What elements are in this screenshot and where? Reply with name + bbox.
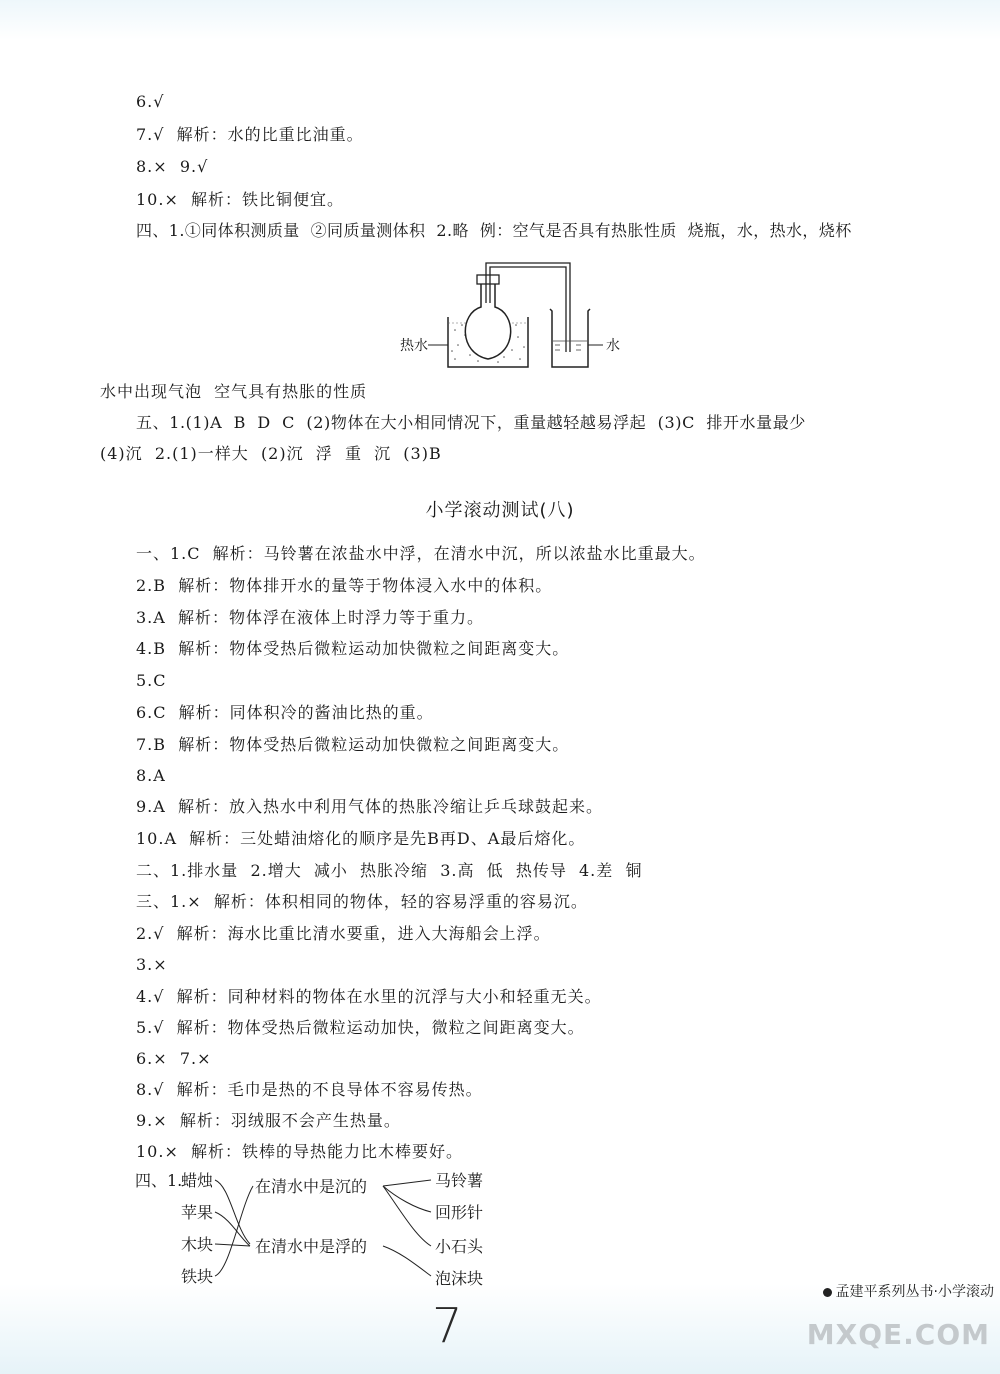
right-item: 小石头 (435, 1237, 484, 1256)
answer-line: 6.× 7.× (136, 1049, 212, 1068)
answer-line: 8.√ 解析：毛巾是热的不良导体不容易传热。 (136, 1080, 483, 1099)
experiment-diagram (400, 255, 640, 380)
answer-line: 10.A 解析：三处蜡油熔化的顺序是先B再D、A最后熔化。 (136, 829, 586, 848)
answer-line: 3.× (136, 955, 168, 974)
section-title: 小学滚动测试(八) (425, 500, 575, 521)
answer-line: 5.√ 解析：物体受热后微粒运动加快，微粒之间距离变大。 (136, 1018, 585, 1037)
answer-line: 9.A 解析：放入热水中利用气体的热胀冷缩让乒乓球鼓起来。 (136, 797, 603, 816)
answer-line: 2.B 解析：物体排开水的量等于物体浸入水中的体积。 (136, 576, 553, 595)
right-item: 回形针 (435, 1203, 484, 1222)
left-item: 木块 (181, 1235, 214, 1254)
answer-line: 三、1.× 解析：体积相同的物体，轻的容易浮重的容易沉。 (136, 892, 588, 911)
right-item: 马铃薯 (435, 1171, 484, 1190)
bullet-icon (823, 1288, 832, 1297)
answer-line: 6.C 解析：同体积冷的酱油比热的重。 (136, 703, 434, 722)
answer-line: 8.× 9.√ (136, 157, 209, 176)
left-item: 苹果 (181, 1203, 214, 1222)
answer-line: 水中出现气泡 空气具有热胀的性质 (100, 382, 368, 401)
top-band (0, 0, 1000, 40)
answer-line: 4.√ 解析：同种材料的物体在水里的沉浮与大小和轻重无关。 (136, 987, 602, 1006)
answer-line: 五、1.(1)A B D C (2)物体在大小相同情况下，重量越轻越易浮起 (3)C 排开水量最少 (136, 413, 806, 432)
series-name: 孟建平系列丛书·小学滚动 (835, 1284, 994, 1300)
water-label: 水 (606, 338, 620, 354)
answer-line: 10.× 解析：铁比铜便宜。 (136, 190, 345, 209)
answer-line: 6.√ (136, 92, 165, 111)
answer-line: 10.× 解析：铁棒的导热能力比木棒要好。 (136, 1142, 464, 1161)
right-item: 泡沫块 (435, 1269, 484, 1288)
answer-line: 4.B 解析：物体受热后微粒运动加快微粒之间距离变大。 (136, 639, 570, 658)
answer-line: (4)沉 2.(1)一样大 (2)沉 浮 重 沉 (3)B (100, 444, 442, 463)
footer (823, 1281, 994, 1301)
matching-diagram (135, 1168, 535, 1293)
match-prefix: 四、1. (135, 1171, 183, 1190)
watermark: MXQE.COM (806, 1318, 990, 1351)
middle-item: 在清水中是浮的 (255, 1237, 368, 1256)
answer-line: 9.× 解析：羽绒服不会产生热量。 (136, 1111, 401, 1130)
answer-line: 四、1.①同体积测质量 ②同质量测体积 2.略 例：空气是否具有热胀性质 烧瓶，水，热水，烧杯 (136, 221, 852, 240)
answer-line: 5.C (136, 671, 167, 690)
middle-item: 在清水中是沉的 (255, 1177, 368, 1196)
page-number: 7 (432, 1298, 463, 1354)
answer-line: 一、1.C 解析：马铃薯在浓盐水中浮，在清水中沉，所以浓盐水比重最大。 (136, 544, 706, 563)
answer-line: 二、1.排水量 2.增大 减小 热胀冷缩 3.高 低 热传导 4.差 铜 (136, 861, 643, 880)
left-item: 铁块 (181, 1267, 214, 1286)
hot-water-label: 热水 (400, 338, 428, 354)
left-item: 蜡烛 (181, 1171, 214, 1190)
answer-line: 8.A (136, 766, 166, 785)
answer-line: 7.B 解析：物体受热后微粒运动加快微粒之间距离变大。 (136, 735, 570, 754)
answer-line: 2.√ 解析：海水比重比清水要重，进入大海船会上浮。 (136, 924, 551, 943)
answer-line: 7.√ 解析：水的比重比油重。 (136, 125, 364, 144)
answer-line: 3.A 解析：物体浮在液体上时浮力等于重力。 (136, 608, 484, 627)
